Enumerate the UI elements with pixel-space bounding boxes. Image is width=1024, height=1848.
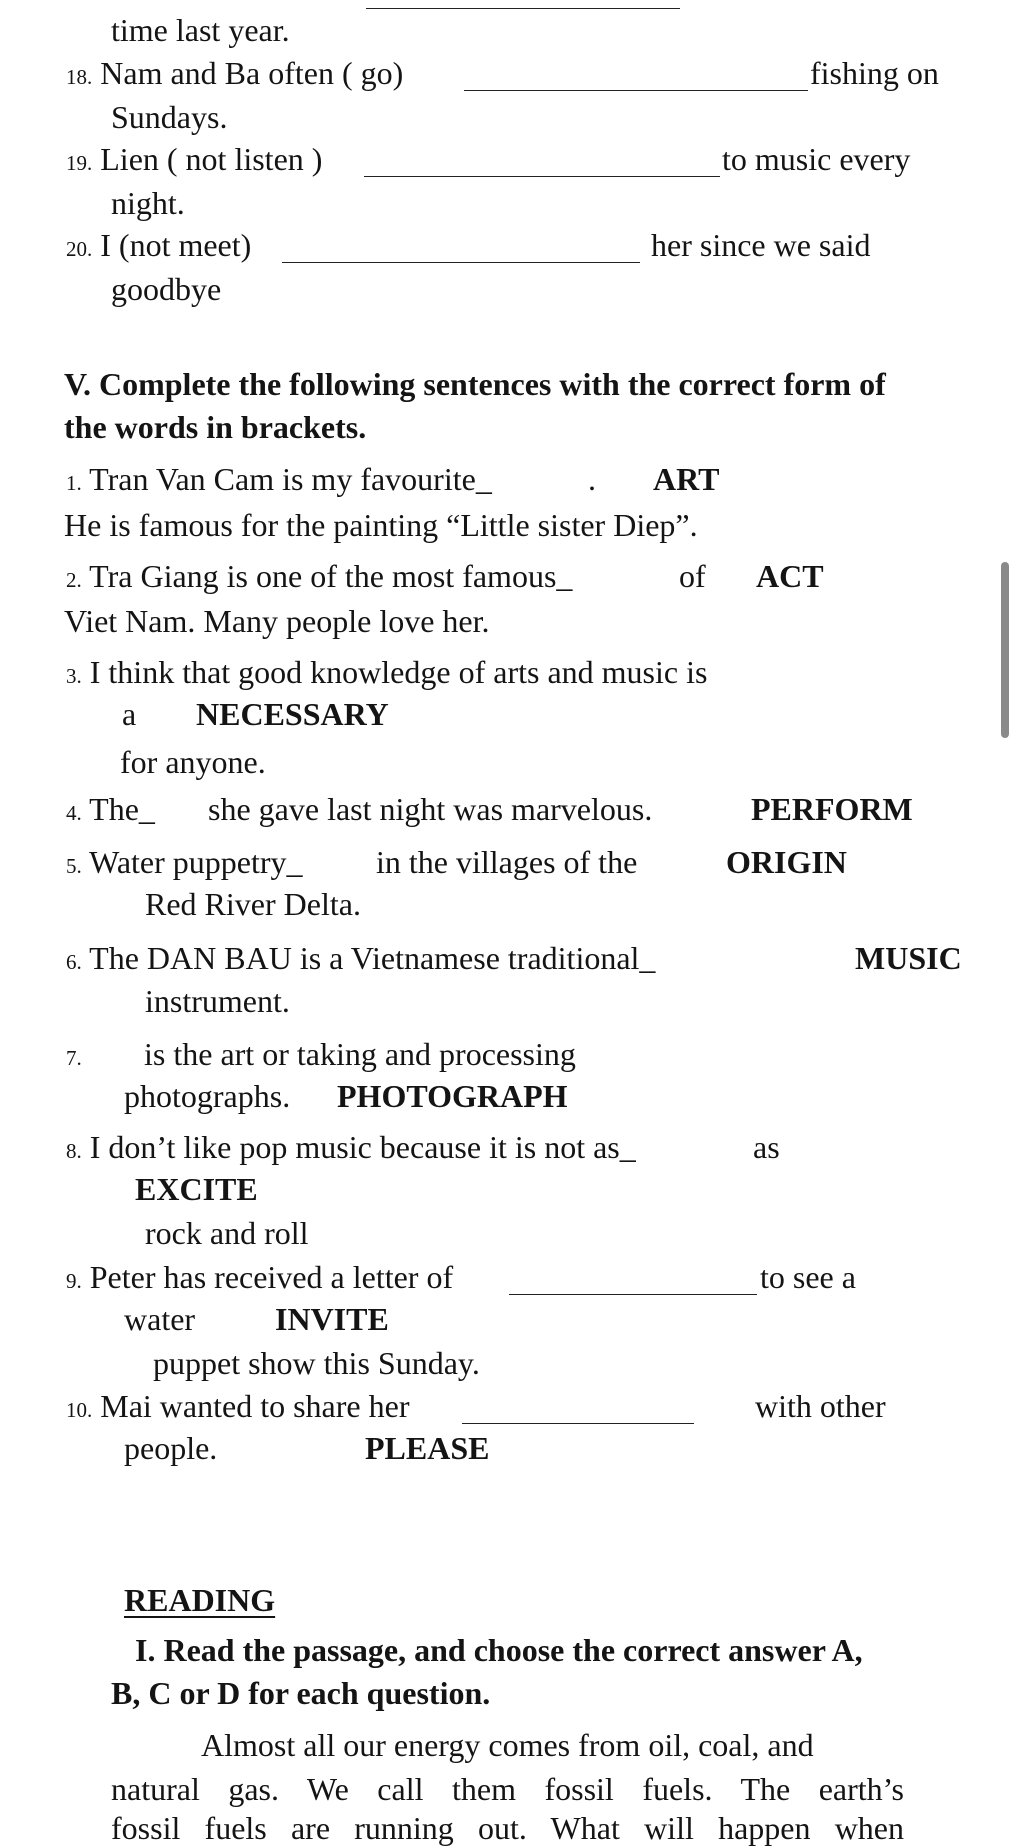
word-form-q3 xyxy=(66,652,707,696)
word-form-q2-keyword: ACT xyxy=(756,558,824,594)
reading-instruction-line2: B, C or D for each question. xyxy=(111,1675,491,1711)
question-number: 7. xyxy=(66,1046,82,1070)
reading-title: READING xyxy=(124,1582,276,1618)
word-form-q9-tail: to see a xyxy=(760,1259,856,1295)
answer-blank-q20[interactable] xyxy=(282,234,640,263)
question-text: The_ xyxy=(89,791,155,827)
question-text: Water puppetry_ xyxy=(89,844,303,880)
word-form-q3-cont: for anyone. xyxy=(120,744,266,780)
q17-text-tail: time last year. xyxy=(111,12,290,48)
word-form-q9-cont2: puppet show this Sunday. xyxy=(153,1345,480,1381)
word-form-q4-mid: she gave last night was marvelous. xyxy=(208,791,653,827)
answer-blank-v9[interactable] xyxy=(509,1266,757,1295)
word-form-q8-cont: rock and roll xyxy=(145,1215,309,1251)
word-form-q4-keyword: PERFORM xyxy=(751,791,913,827)
question-text: I (not meet) xyxy=(100,227,252,263)
answer-blank-q17[interactable] xyxy=(366,0,680,9)
question-20-cont: goodbye xyxy=(111,271,222,307)
question-text: I think that good knowledge of arts and music is xyxy=(89,654,708,690)
question-number: 1. xyxy=(66,471,82,495)
question-number: 18. xyxy=(66,65,93,89)
question-number: 20. xyxy=(66,237,93,261)
question-number: 6. xyxy=(66,950,82,974)
answer-blank-q19[interactable] xyxy=(364,148,720,177)
question-text: Lien ( not listen ) xyxy=(100,141,323,177)
question-18-tail: fishing on xyxy=(810,55,939,91)
question-number: 3. xyxy=(66,664,82,688)
question-number: 4. xyxy=(66,801,82,825)
question-number: 8. xyxy=(66,1139,82,1163)
question-number: 9. xyxy=(66,1269,82,1293)
word-form-q2-of: of xyxy=(679,558,706,594)
word-form-q7: is the art or taking and processing xyxy=(144,1036,576,1072)
question-text: Nam and Ba often ( go) xyxy=(100,55,404,91)
question-number: 5. xyxy=(66,854,82,878)
question-number: 19. xyxy=(66,151,93,175)
answer-blank-q18[interactable] xyxy=(464,62,808,91)
word-form-q10-keyword: PLEASE xyxy=(365,1430,490,1466)
question-text: Peter has received a letter of xyxy=(89,1259,454,1295)
word-form-q4 xyxy=(66,789,155,833)
word-form-q10 xyxy=(66,1386,409,1430)
word-form-q9-cont: water xyxy=(124,1301,196,1337)
word-form-q3-keyword: NECESSARY xyxy=(196,696,389,732)
word-form-q1-keyword: ART xyxy=(653,461,720,497)
question-text: Tran Van Cam is my favourite_ xyxy=(89,461,492,497)
section-v-heading-line2: the words in brackets. xyxy=(64,409,367,445)
question-text: I don’t like pop music because it is not as_ xyxy=(89,1129,636,1165)
word-form-q5-mid: in the villages of the xyxy=(376,844,638,880)
word-form-q5-cont: Red River Delta. xyxy=(145,886,361,922)
word-form-q8-keyword: EXCITE xyxy=(135,1171,258,1207)
word-form-q9-keyword: INVITE xyxy=(275,1301,389,1337)
word-form-q5-keyword: ORIGIN xyxy=(726,844,847,880)
page-scrollbar[interactable] xyxy=(1001,562,1009,738)
word-form-q6-cont: instrument. xyxy=(145,983,290,1019)
question-20-tail: her since we said xyxy=(651,227,871,263)
word-form-q7-keyword: PHOTOGRAPH xyxy=(337,1078,568,1114)
question-18 xyxy=(66,53,403,97)
word-form-q2-cont: Viet Nam. Many people love her. xyxy=(64,603,490,639)
reading-instruction-line1: I. Read the passage, and choose the correct answer A, xyxy=(135,1632,863,1668)
reading-passage-line3-cutoff: fossil fuels are running out. What will happen when xyxy=(111,1810,904,1846)
question-20 xyxy=(66,225,251,269)
word-form-q5 xyxy=(66,842,303,886)
question-19-cont: night. xyxy=(111,185,185,221)
word-form-q3-a: a xyxy=(122,696,137,732)
reading-passage-line2: natural gas. We call them fossil fuels. The earth’s xyxy=(111,1771,904,1807)
question-18-cont: Sundays. xyxy=(111,99,228,135)
answer-blank-v10[interactable] xyxy=(462,1395,694,1424)
word-form-q1 xyxy=(66,459,492,503)
section-v-heading-line1: V. Complete the following sentences with the correct form of xyxy=(64,366,886,402)
question-number: 2. xyxy=(66,568,82,592)
question-text: Tra Giang is one of the most famous_ xyxy=(89,558,573,594)
word-form-q1-cont: He is famous for the painting “Little sister Diep”. xyxy=(64,507,698,543)
word-form-q6-keyword: MUSIC xyxy=(855,940,962,976)
word-form-q7-number xyxy=(66,1034,82,1078)
word-form-q10-cont: people. xyxy=(124,1430,218,1466)
question-19-tail: to music every xyxy=(722,141,911,177)
word-form-q2 xyxy=(66,556,572,600)
word-form-q9 xyxy=(66,1257,453,1301)
word-form-q1-dot: . xyxy=(588,461,596,497)
question-19 xyxy=(66,139,322,183)
word-form-q10-tail: with other xyxy=(755,1388,886,1424)
word-form-q8 xyxy=(66,1127,636,1171)
word-form-q7-cont: photographs. xyxy=(124,1078,291,1114)
question-number: 10. xyxy=(66,1398,93,1422)
question-text: Mai wanted to share her xyxy=(100,1388,410,1424)
word-form-q8-as: as xyxy=(753,1129,780,1165)
reading-passage-line1: Almost all our energy comes from oil, coal, and xyxy=(201,1727,814,1763)
question-text: The DAN BAU is a Vietnamese traditional_ xyxy=(89,940,656,976)
word-form-q6 xyxy=(66,938,655,982)
